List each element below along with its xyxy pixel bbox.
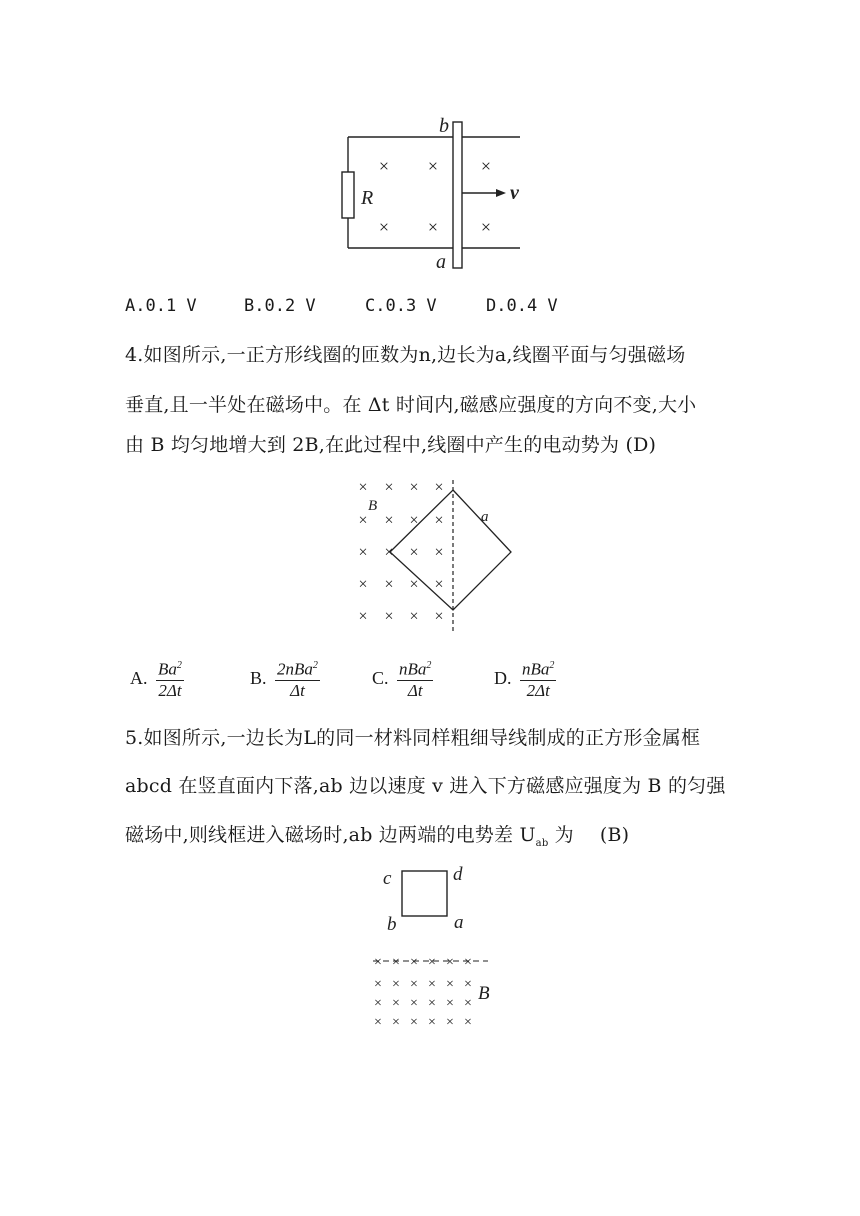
label-a-coil: a bbox=[481, 509, 489, 525]
svg-text:×: × bbox=[464, 955, 472, 970]
q4-choice-b: B. $\frac{2nBa^2}{\Delta t}$ bbox=[250, 656, 320, 701]
svg-text:×: × bbox=[358, 479, 368, 496]
svg-text:×: × bbox=[434, 576, 444, 593]
figure-square-coil bbox=[350, 475, 520, 635]
label-v: v bbox=[510, 182, 519, 204]
label-B-coil: B bbox=[368, 498, 378, 514]
figure-falling-frame bbox=[368, 858, 508, 1038]
q3-option-d: D.0.4 V bbox=[486, 296, 558, 316]
svg-text:×: × bbox=[464, 1015, 472, 1030]
svg-text:×: × bbox=[410, 1015, 418, 1030]
svg-text:×: × bbox=[409, 479, 419, 496]
svg-text:×: × bbox=[480, 217, 492, 237]
q5-line-2: abcd 在竖直面内下落,ab 边以速度 v 进入下方磁感应强度为 B 的匀强 bbox=[125, 775, 726, 797]
svg-text:×: × bbox=[392, 996, 400, 1011]
svg-text:×: × bbox=[464, 996, 472, 1011]
svg-text:×: × bbox=[378, 156, 390, 176]
label-a-frame: a bbox=[454, 912, 464, 933]
svg-text:×: × bbox=[410, 977, 418, 992]
svg-text:×: × bbox=[434, 479, 444, 496]
svg-text:×: × bbox=[374, 977, 382, 992]
svg-text:×: × bbox=[446, 977, 454, 992]
svg-text:×: × bbox=[409, 608, 419, 625]
svg-text:×: × bbox=[384, 512, 394, 529]
field-cross-rows bbox=[374, 955, 472, 1030]
svg-text:×: × bbox=[358, 576, 368, 593]
label-b-frame: b bbox=[387, 914, 397, 935]
q4-line-1: 4.如图所示,一正方形线圈的匝数为n,边长为a,线圈平面与匀强磁场 bbox=[125, 344, 686, 366]
svg-text:×: × bbox=[358, 544, 368, 561]
field-cross-marks bbox=[379, 156, 491, 237]
svg-text:×: × bbox=[374, 996, 382, 1011]
label-B-field: B bbox=[478, 983, 490, 1004]
svg-text:×: × bbox=[392, 977, 400, 992]
svg-text:×: × bbox=[410, 955, 418, 970]
q4-line-3: 由 B 均匀地增大到 2B,在此过程中,线圈中产生的电动势为 (D) bbox=[125, 434, 657, 456]
svg-text:×: × bbox=[427, 156, 439, 176]
q3-option-b: B.0.2 V bbox=[244, 296, 316, 316]
svg-text:×: × bbox=[428, 977, 436, 992]
svg-text:×: × bbox=[392, 955, 400, 970]
q4-line-2: 垂直,且一半处在磁场中。在 Δt 时间内,磁感应强度的方向不变,大小 bbox=[125, 394, 697, 416]
svg-text:×: × bbox=[410, 996, 418, 1011]
q3-option-c: C.0.3 V bbox=[365, 296, 437, 316]
q4-choice-d: D. $\frac{nBa^2}{2\Delta t}$ bbox=[494, 656, 556, 701]
svg-text:×: × bbox=[446, 996, 454, 1011]
svg-text:×: × bbox=[428, 1015, 436, 1030]
q5-answer: (B) bbox=[599, 824, 630, 846]
svg-text:×: × bbox=[409, 576, 419, 593]
svg-text:×: × bbox=[374, 955, 382, 970]
svg-text:×: × bbox=[384, 479, 394, 496]
svg-text:×: × bbox=[427, 217, 439, 237]
q3-option-a: A.0.1 V bbox=[125, 296, 197, 316]
svg-text:×: × bbox=[384, 576, 394, 593]
label-d: d bbox=[453, 864, 463, 885]
figure-rails-circuit bbox=[330, 112, 530, 272]
svg-text:×: × bbox=[392, 1015, 400, 1030]
svg-text:×: × bbox=[428, 996, 436, 1011]
q3-options bbox=[125, 296, 725, 320]
svg-text:×: × bbox=[428, 955, 436, 970]
label-b: b bbox=[439, 115, 449, 137]
svg-text:×: × bbox=[409, 544, 419, 561]
q4-choice-a: A. $\frac{Ba^2}{2\Delta t}$ bbox=[130, 656, 184, 701]
q4-choice-c: C. $\frac{nBa^2}{\Delta t}$ bbox=[372, 656, 433, 701]
svg-text:×: × bbox=[434, 512, 444, 529]
svg-text:×: × bbox=[374, 1015, 382, 1030]
svg-text:×: × bbox=[384, 544, 394, 561]
svg-text:×: × bbox=[378, 217, 390, 237]
svg-text:×: × bbox=[480, 156, 492, 176]
label-a: a bbox=[436, 251, 446, 272]
q5-line-1: 5.如图所示,一边长为L的同一材料同样粗细导线制成的正方形金属框 bbox=[125, 727, 701, 749]
svg-text:×: × bbox=[384, 608, 394, 625]
svg-text:×: × bbox=[409, 512, 419, 529]
svg-text:×: × bbox=[464, 977, 472, 992]
svg-text:×: × bbox=[358, 608, 368, 625]
label-c: c bbox=[383, 868, 392, 889]
svg-text:×: × bbox=[446, 1015, 454, 1030]
svg-text:×: × bbox=[434, 608, 444, 625]
svg-text:×: × bbox=[358, 512, 368, 529]
q5-line-3: 磁场中,则线框进入磁场时,ab 边两端的电势差 $U_{ab}$ 为 (B) bbox=[125, 824, 630, 849]
svg-text:×: × bbox=[446, 955, 454, 970]
label-R: R bbox=[361, 187, 374, 209]
svg-text:×: × bbox=[434, 544, 444, 561]
